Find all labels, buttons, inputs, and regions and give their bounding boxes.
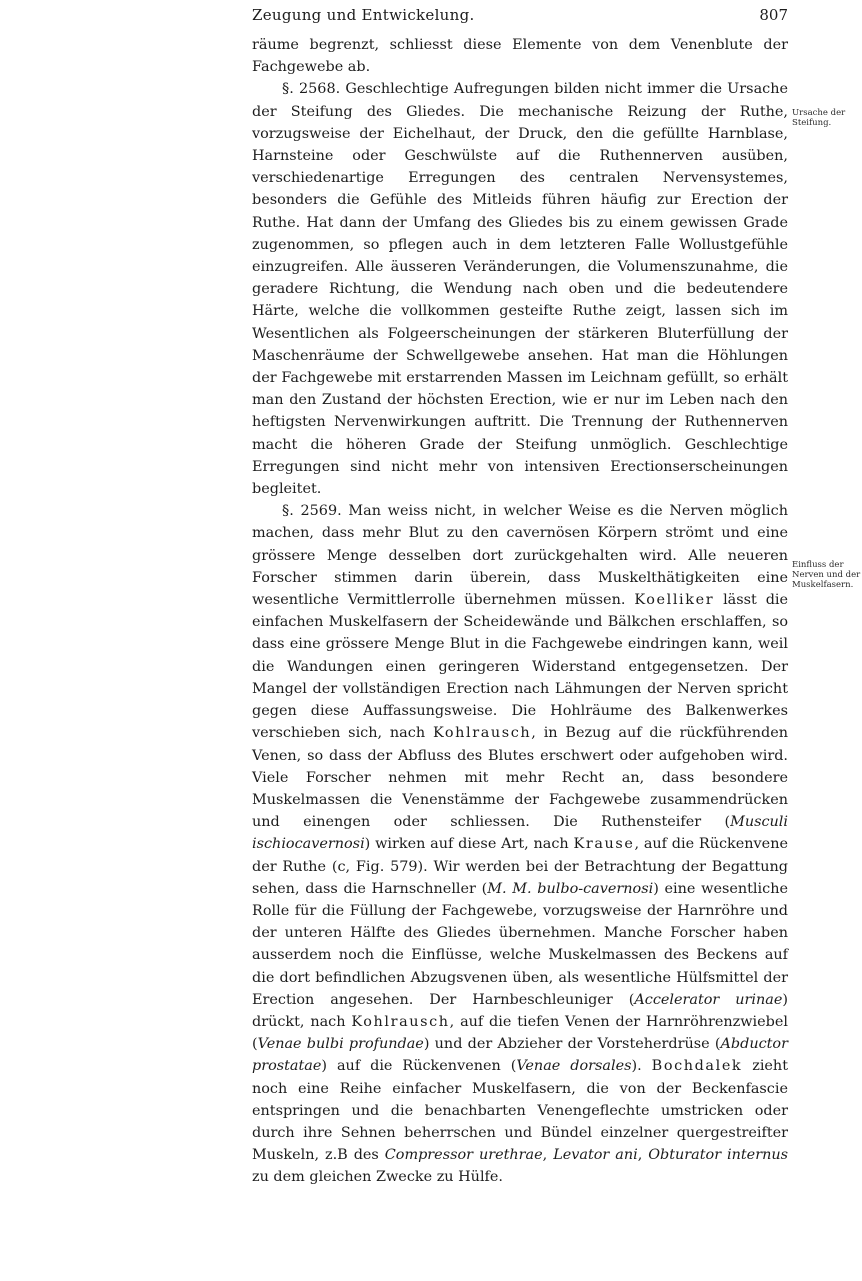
latin-term: Venae dorsales <box>516 1058 632 1075</box>
running-header <box>252 6 788 26</box>
latin-term: Compressor urethrae <box>384 1147 543 1164</box>
author-name: Koelliker <box>634 592 715 609</box>
body-text <box>252 34 788 1189</box>
author-name: Bochdalek <box>651 1058 743 1075</box>
author-name: Kohlrausch <box>432 725 532 742</box>
latin-term: M. M. bulbo-cavernosi <box>487 880 654 897</box>
latin-term: Abductor prostatae <box>252 1036 788 1075</box>
latin-term: Obturator internus <box>648 1147 788 1164</box>
paragraph-2569: §. 2569. Man weiss nicht, in welcher Weise es die Nerven möglich machen, dass mehr Blut zu den cavernösen Körpern strömt und eine grössere Menge desselben dort zurückgehalten wird. Alle neueren Forscher stimmen darin überein, dass Muskelthätigkeiten eine wesentliche Vermittlerrolle übernehmen müssen. Koelliker lässt die einfachen Muskelfasern der Scheidewände und Bälkchen erschlaffen, so dass eine grössere Menge Blut in die Fachgewebe eindringen kann, weil die Wandungen einen geringeren Widerstand entgegensetzen. Der Mangel der vollständigen Erection nach Lähmungen der Nerven spricht gegen diese Auffassungsweise. Die Hohlräume des Balkenwerkes verschieben sich, nach Kohlrausch, in Bezug auf die rückführenden Venen, so dass der Abfluss des Blutes erschwert oder aufgehoben wird. Viele Forscher nehmen mit mehr Recht an, dass besondere Muskelmassen die Venenstämme der Fachgewebe zusammendrücken und einengen oder schliessen. Die Ruthensteifer (Musculi ischiocavernosi) wirken auf diese Art, nach Krause, auf die Rückenvene der Ruthe (c, Fig. 579). Wir werden bei der Betrachtung der Begattung sehen, dass die Harnschneller (M. M. bulbo-cavernosi) eine wesentliche Rolle für die Füllung der Fachgewebe, vorzugsweise der Harnröhre und der unteren Hälfte des Gliedes übernehmen. Manche Forscher haben ausserdem noch die Einflüsse, welche Muskelmassen des Beckens auf die dort befindlichen Abzugsvenen üben, als wesentliche Hülfsmittel der Erection angesehen. Der Harnbeschleuniger (Accelerator urinae) drückt, nach Kohlrausch, auf die tiefen Venen der Harnröhrenzwiebel (Venae bulbi profundae) und der Abzieher der Vorsteherdrüse (Abductor prostatae) auf die Rückenvenen (Venae dorsales). Bochdalek zieht noch eine Reihe einfacher Muskelfasern, die von der Beckenfascie entspringen und die benachbarten Venengeflechte umstricken oder durch ihre Sehnen beherrschen und Bündel einzelner quergestreifter Muskeln, z.B des Compressor urethrae, Levator ani, Obturator internus zu dem gleichen Zwecke zu Hülfe. <box>252 503 789 1186</box>
paragraph-2568: §. 2568. Geschlechtige Aufregungen bilden nicht immer die Ursache der Steifung des Gliedes. Die mechanische Reizung der Ruthe, vorzugsweise der Eichelhaut, der Druck, den die gefüllte Harnblase, Harnsteine oder Geschwülste auf die Ruthennerven ausüben, verschiedenartige Erregungen des centralen Nervensystemes, besonders die Gefühle des Mitleids führen häufig zur Erection der Ruthe. Hat dann der Umfang des Gliedes bis zu einem gewissen Grade zugenommen, so pflegen auch in dem letzteren Falle Wollustgefühle einzugreifen. Alle äusseren Veränderungen, die Volumenszunahme, die geradere Richtung, die Wendung nach oben und die bedeutendere Härte, welche die vollkommen gesteifte Ruthe zeigt, lassen sich im Wesentlichen als Folgeerscheinungen der stärkeren Bluterfüllung der Maschenräume der Schwellgewebe ansehen. Hat man die Höhlungen der Fachgewebe mit erstarrenden Massen im Leichnam gefüllt, so erhält man den Zustand der höchsten Erection, wie er nur im Leben nach den heftigsten Nervenwirkungen auftritt. Die Trennung der Ruthennerven macht die höheren Grade der Steifung unmöglich. Geschlechtige Erregungen sind nicht mehr von intensiven Erectionserscheinungen begleitet. <box>252 81 788 498</box>
page-number: 807 <box>759 6 788 24</box>
author-name: Kohlrausch <box>351 1013 450 1030</box>
author-name: Krause <box>573 836 635 853</box>
latin-term: Levator ani <box>553 1147 638 1164</box>
margin-note-einfluss: Einfluss der Nerven und der Muskelfasern. <box>792 560 861 590</box>
running-title: Zeugung und Entwickelung. <box>252 6 475 24</box>
latin-term: Venae bulbi profundae <box>257 1036 424 1053</box>
margin-note-ursache: Ursache der Steifung. <box>792 108 846 128</box>
latin-term: Musculi ischiocavernosi <box>252 814 788 853</box>
latin-term: Accelerator urinae <box>634 991 783 1008</box>
paragraph-continued: räume begrenzt, schliesst diese Elemente von dem Venenblute der Fachgewebe ab. <box>252 37 788 76</box>
